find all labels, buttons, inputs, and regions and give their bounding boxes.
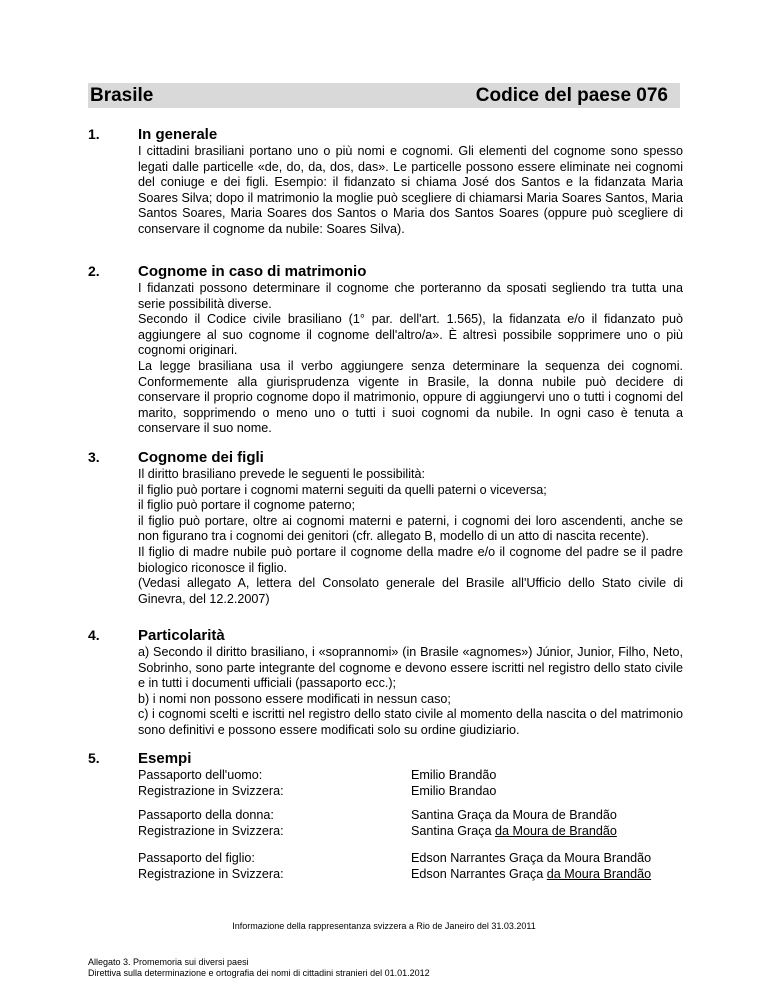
example-value	[411, 867, 651, 883]
section-number: 5.	[88, 750, 100, 766]
country-code: Codice del paese 076	[475, 85, 668, 106]
footer-line: Direttiva sulla determinazione e ortografia dei nomi di cittadini stranieri del 01.01.2012	[88, 968, 430, 978]
example-value-plain: Edson Narrantes Graça	[411, 866, 547, 881]
section-title: Cognome in caso di matrimonio	[138, 263, 367, 280]
paragraph: Secondo il Codice civile brasiliano (1° par. dell'art. 1.565), la fidanzata e/o il fidanzato può aggiungere al suo cognome il cognome dell'altro/a». È altresì possibile sopprimere uno o più cognomi originari.	[138, 312, 683, 358]
example-value-underlined: da Moura de Brandão	[495, 823, 617, 838]
example-value: Santina Graça da Moura de Brandão	[411, 808, 617, 822]
example-value	[411, 824, 617, 840]
section-body	[138, 467, 683, 607]
example-label: Passaporto del figlio:	[138, 851, 255, 865]
footer-line: Allegato 3. Promemoria sui diversi paesi	[88, 957, 249, 967]
example-label: Registrazione in Svizzera:	[138, 823, 284, 838]
section-title: Esempi	[138, 750, 192, 767]
section-title: Particolarità	[138, 627, 225, 644]
example-label: Registrazione in Svizzera:	[138, 866, 284, 881]
section-title: Cognome dei figli	[138, 449, 264, 466]
country-header	[88, 83, 680, 108]
paragraph: La legge brasiliana usa il verbo aggiungere senza determinare la sequenza dei cognomi. Conformemente alla giurisprudenza vigente in Brasile, la donna nubile può decidere di conservare il proprio cognome dopo il matrimonio, oppure di aggiungervi uno o tutti i cognomi del marito, sopprimendo o meno uno o tutti i suoi cognomi da nubile. In ogni caso è tenuta a conservare il suo nome.	[138, 358, 683, 436]
example-value: Edson Narrantes Graça da Moura Brandão	[411, 851, 652, 865]
example-value-underlined: da Moura Brandão	[546, 866, 652, 881]
paragraph: (Vedasi allegato A, lettera del Consolato generale del Brasile all'Ufficio dello Stato civile di Ginevra, del 12.2.2007)	[138, 576, 683, 606]
page-footer	[88, 957, 430, 979]
paragraph: il figlio può portare i cognomi materni seguiti da quelli paterni o viceversa;	[138, 482, 547, 497]
section-number: 4.	[88, 627, 100, 643]
example-value: Emilio Brandão	[411, 768, 497, 782]
section-body	[138, 645, 683, 739]
section-number: 1.	[88, 126, 100, 142]
example-value	[411, 784, 496, 800]
section-title: In generale	[138, 126, 218, 143]
source-note: Informazione della rappresentanza svizzera a Rio de Janeiro del 31.03.2011	[232, 921, 536, 931]
section-body	[138, 144, 683, 238]
example-label: Registrazione in Svizzera:	[138, 783, 284, 798]
example-label: Passaporto dell'uomo:	[138, 768, 263, 782]
example-label: Passaporto della donna:	[138, 808, 274, 822]
section-number: 2.	[88, 263, 100, 279]
paragraph: Il figlio di madre nubile può portare il cognome della madre e/o il cognome del padre se il padre biologico riconosce il figlio.	[138, 544, 683, 575]
section-body	[138, 281, 683, 437]
paragraph: il figlio può portare, oltre ai cognomi materni e paterni, i cognomi dei loro ascendenti, anche se non figurano tra i cognomi dei genitori (cfr. allegato B, modello di un atto di nascita recente).	[138, 513, 683, 544]
paragraph: il figlio può portare il cognome paterno;	[138, 498, 356, 513]
paragraph: b) i nomi non possono essere modificati in nessun caso;	[138, 691, 451, 706]
paragraph: I fidanzati possono determinare il cognome che porteranno da sposati segliendo tra tutta una serie possibilità diverse.	[138, 281, 683, 311]
paragraph: c) i cognomi scelti e iscritti nel registro dello stato civile al momento della nascita o del matrimonio sono definitivi e possono essere modificati solo su ordine giudiziario.	[138, 707, 683, 737]
paragraph: Il diritto brasiliano prevede le seguenti le possibilità:	[138, 467, 426, 481]
paragraph: a) Secondo il diritto brasiliano, i «soprannomi» (in Brasile «agnomes») Júnior, Junior, Filho, Neto, Sobrinho, sono parte integrante del cognome e devono essere iscritti nel registro dello stato civile e in tutti i documenti ufficiali (passaporto ecc.);	[138, 645, 683, 691]
example-value-plain: Emilio Brandao	[411, 783, 497, 798]
section-number: 3.	[88, 449, 100, 465]
country-name: Brasile	[90, 85, 154, 106]
example-value-plain: Santina Graça	[411, 823, 496, 838]
paragraph: I cittadini brasiliani portano uno o più nomi e cognomi. Gli elementi del cognome sono spesso legati dalle particelle «de, do, da, dos, das». Le particelle possono essere eliminate nei cognomi del coniuge e dei figli. Esempio: il fidanzato si chiama José dos Santos e la fidanzata Maria Soares Silva; dopo il matrimonio la moglie può scegliere di chiamarsi Maria Soares Santos, Maria Santos Soares, Maria Soares dos Santos o Maria dos Santos Soares (oppure può scegliere di conservare il cognome da nubile: Soares Silva).	[138, 144, 683, 236]
